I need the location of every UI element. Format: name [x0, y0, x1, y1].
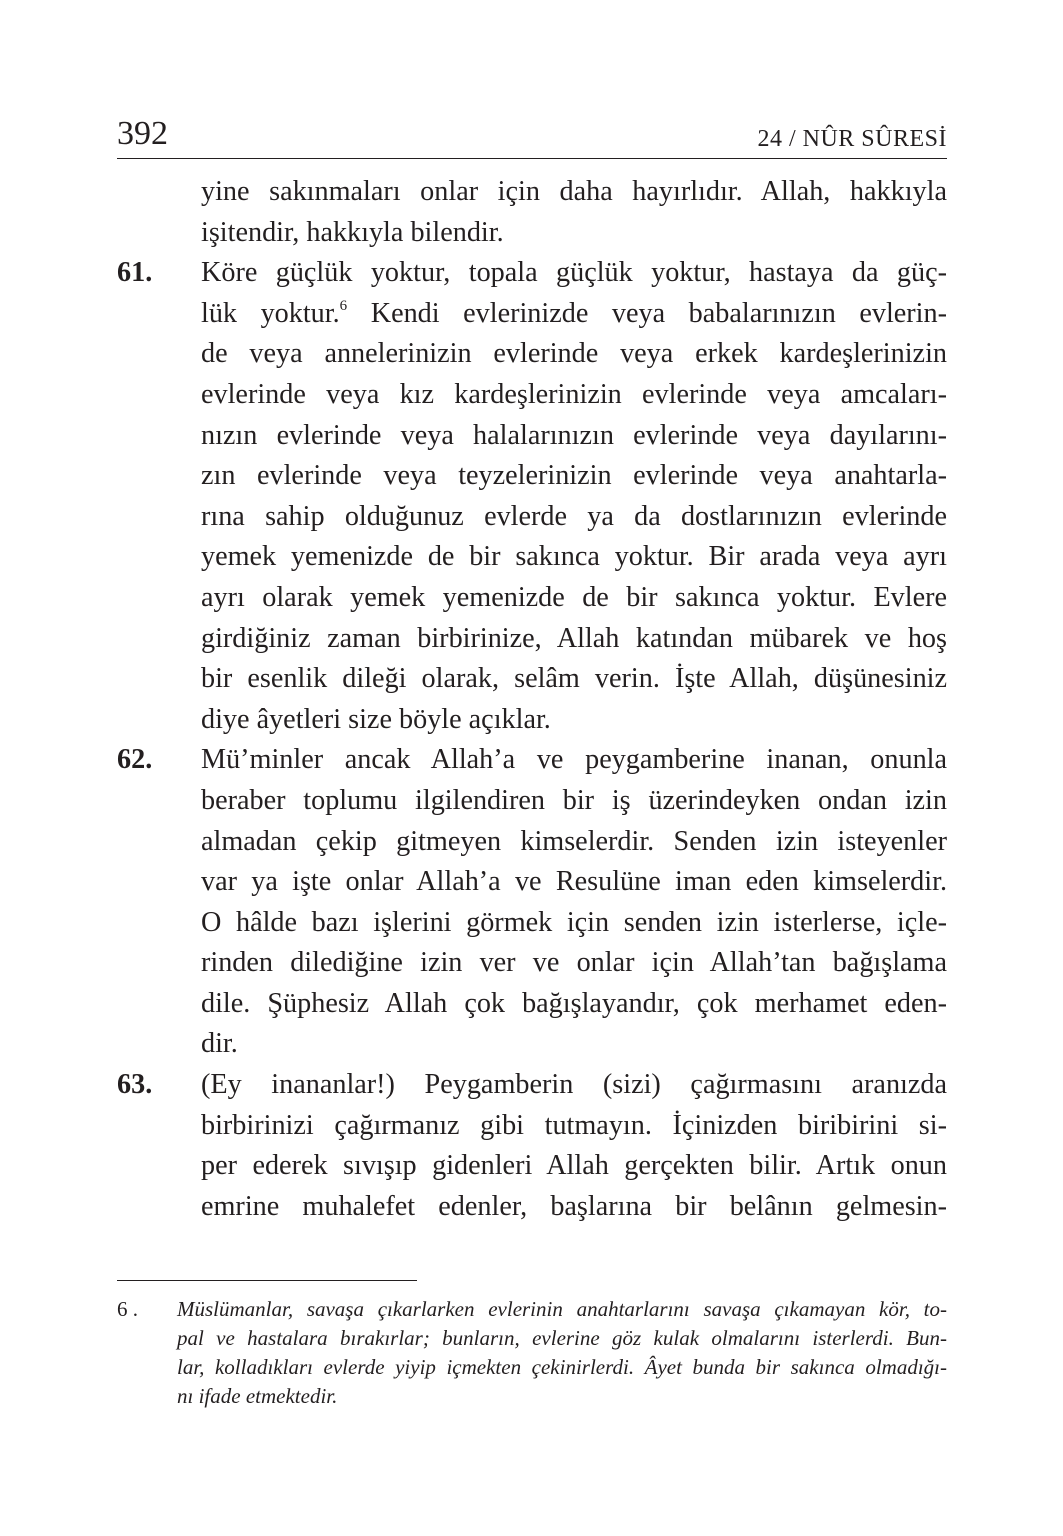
- text-line: yemek yemenizde de bir sakınca yoktur. Bir arada veya ayrı: [201, 541, 947, 573]
- text-line: dir.: [201, 1028, 238, 1060]
- footnote-line: lar, kolladıkları evlerde yiyip içmekten çekinirlerdi. Âyet bunda bir sakınca olmadığı-: [177, 1355, 947, 1379]
- text-line: (Ey inananlar!) Peygamberin (sizi) çağırmasını aranızda: [201, 1069, 947, 1101]
- page-number: 392: [117, 115, 168, 152]
- text-line: Mü’minler ancak Allah’a ve peygamberine inanan, onunla: [201, 744, 947, 776]
- text-line: zın evlerinde veya teyzelerinizin evlerinde veya anahtarla-: [201, 460, 947, 492]
- text-line: var ya işte onlar Allah’a ve Resulüne iman eden kimselerdir.: [201, 866, 947, 898]
- text-line: girdiğiniz zaman birbirinize, Allah katından mübarek ve hoş: [201, 622, 947, 654]
- text-line: evlerinde veya kız kardeşlerinizin evlerinde veya amcaları-: [201, 378, 947, 410]
- verse-number: 62.: [117, 744, 153, 776]
- verse-63: [117, 1065, 947, 1227]
- verse-number: 61.: [117, 257, 153, 289]
- verse-number: 63.: [117, 1069, 153, 1101]
- text-line: per ederek sıvışıp gidenleri Allah gerçekten bilir. Artık onun: [201, 1150, 947, 1182]
- text-line: O hâlde bazı işlerini görmek için senden izin isterlerse, içle-: [201, 906, 947, 938]
- footnote-mark: 6 .: [117, 1297, 138, 1321]
- text-line: bir esenlik dileği olarak, selâm verin. İşte Allah, düşünesiniz: [201, 663, 947, 695]
- text-line: beraber toplumu ilgilendiren bir iş üzerindeyken ondan izin: [201, 784, 947, 816]
- text-line: rına sahip olduğunuz evlerde ya da dostlarınızın evlerinde: [201, 500, 947, 532]
- text-line: işitendir, hakkıyla bilendir.: [201, 216, 504, 248]
- text-line: diye âyetleri size böyle açıklar.: [201, 703, 551, 735]
- footnote: [117, 1295, 947, 1411]
- text-line: Köre güçlük yoktur, topala güçlük yoktur, hastaya da güç-: [201, 257, 947, 289]
- footnote-line: pal ve hastalara bırakırlar; bunların, evlerine göz kulak olmalarını isterlerdi. Bun-: [177, 1326, 947, 1350]
- text-line: almadan çekip gitmeyen kimselerdir. Senden izin isteyenler: [201, 825, 947, 857]
- text-line: lük yoktur.$^6$ Kendi evlerinizde veya babalarınızın evlerin-: [201, 297, 947, 329]
- text-line: de veya annelerinizin evlerinde veya erkek kardeşlerinizin: [201, 338, 947, 370]
- text-line: yine sakınmaları onlar için daha hayırlıdır. Allah, hakkıyla: [201, 176, 947, 207]
- verse-continuation: [117, 172, 947, 253]
- footnote-divider: [117, 1280, 417, 1281]
- text-line: nızın evlerinde veya halalarınızın evlerinde veya dayılarını-: [201, 419, 947, 451]
- verse-61: [117, 253, 947, 740]
- footnote-reference[interactable]: 6: [339, 297, 348, 314]
- page-body: [117, 172, 947, 1227]
- footnote-line: Müslümanlar, savaşa çıkarlarken evlerinin anahtarlarını savaşa çıkamayan kör, to-: [177, 1297, 947, 1321]
- text-line: emrine muhalefet edenler, başlarına bir belânın gelmesin-: [201, 1190, 947, 1222]
- text-line: birbirinizi çağırmanız gibi tutmayın. İçinizden biribirini si-: [201, 1109, 947, 1141]
- text-line: ayrı olarak yemek yemenizde de bir sakınca yoktur. Evlere: [201, 581, 947, 613]
- footnote-line: nı ifade etmektedir.: [177, 1384, 338, 1408]
- text-line: rinden dilediğine izin ver ve onlar için Allah’tan bağışlama: [201, 947, 947, 979]
- verse-62: [117, 740, 947, 1065]
- page-header: [117, 112, 947, 159]
- running-head: 24 / NÛR SÛRESİ: [757, 126, 947, 152]
- text-line: dile. Şüphesiz Allah çok bağışlayandır, çok merhamet eden-: [201, 987, 947, 1019]
